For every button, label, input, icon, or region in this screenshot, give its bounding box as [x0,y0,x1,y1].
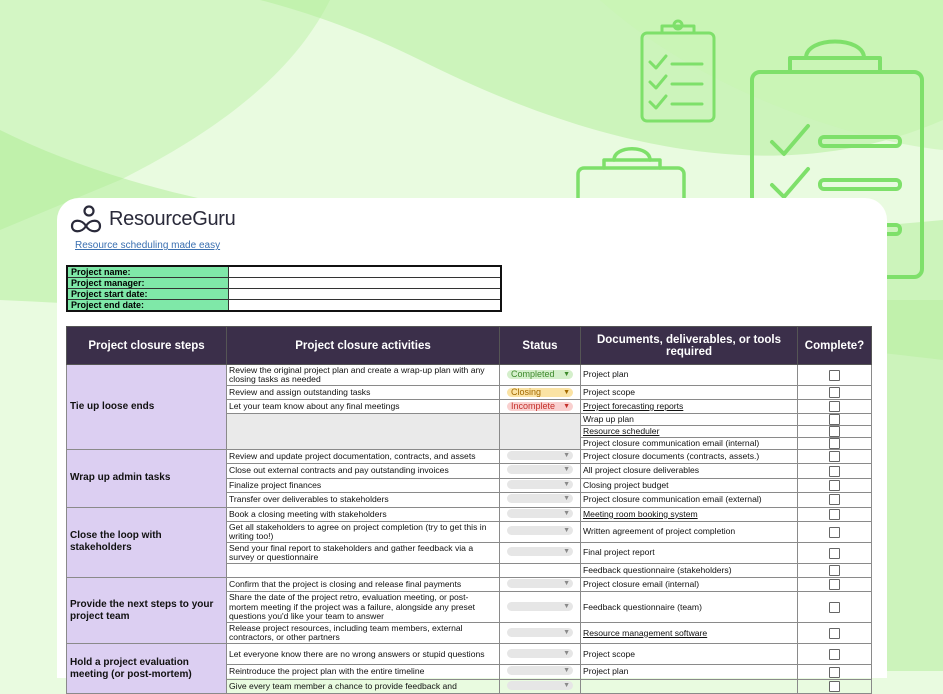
status-cell [500,543,581,564]
status-dropdown[interactable] [507,465,573,474]
project-info-table [66,265,502,312]
status-dropdown[interactable] [507,649,573,658]
chevron-down-icon: ▼ [563,371,570,379]
document-cell: Written agreement of project completion [581,522,798,543]
document-cell: Wrap up plan [581,414,798,426]
status-cell [500,623,581,644]
closure-step: Wrap up admin tasks [67,450,227,508]
info-label: Project manager: [67,278,229,289]
complete-cell [798,644,872,665]
header-documents: Documents, deliverables, or tools required [581,327,798,365]
closure-checklist-table [66,326,872,694]
complete-cell [798,623,872,644]
status-value: Completed [511,369,555,380]
complete-checkbox[interactable] [829,414,840,425]
status-dropdown[interactable] [507,388,573,397]
activity-cell: Reintroduce the project plan with the entire timeline [227,665,500,679]
table-row [67,450,872,464]
complete-checkbox[interactable] [829,628,840,639]
status-cell [500,578,581,592]
closure-step: Hold a project evaluation meeting (or post-mortem) [67,644,227,694]
status-dropdown[interactable] [507,402,573,411]
complete-cell [798,592,872,623]
chevron-down-icon: ▼ [563,509,570,517]
info-label: Project end date: [67,300,229,312]
resourceguru-logo-icon [69,204,103,234]
complete-cell [798,464,872,478]
document-cell: Closing project budget [581,478,798,492]
complete-cell [798,578,872,592]
document-link[interactable]: Resource management software [581,623,798,644]
status-cell [500,400,581,414]
status-dropdown[interactable] [507,451,573,460]
document-cell [581,679,798,693]
complete-checkbox[interactable] [829,494,840,505]
complete-cell [798,665,872,679]
brand-name: ResourceGuru [109,207,236,230]
activity-cell: Review and assign outstanding tasks [227,386,500,400]
complete-checkbox[interactable] [829,480,840,491]
status-dropdown[interactable] [507,666,573,675]
document-cell: Project plan [581,665,798,679]
status-dropdown[interactable] [507,579,573,588]
template-sheet [57,198,887,691]
activity-cell [227,564,500,578]
activity-cell: Transfer over deliverables to stakeholders [227,493,500,507]
complete-checkbox[interactable] [829,401,840,412]
chevron-down-icon: ▼ [563,649,570,657]
complete-cell [798,365,872,386]
status-dropdown[interactable] [507,602,573,611]
complete-cell [798,386,872,400]
complete-checkbox[interactable] [829,565,840,576]
chevron-down-icon: ▼ [563,681,570,689]
document-cell: Project closure email (internal) [581,578,798,592]
status-dropdown[interactable] [507,494,573,503]
complete-checkbox[interactable] [829,466,840,477]
info-row [67,266,501,278]
header-complete: Complete? [798,327,872,365]
table-row [67,644,872,665]
chevron-down-icon: ▼ [563,402,570,410]
activity-cell: Book a closing meeting with stakeholders [227,507,500,521]
closure-step: Tie up loose ends [67,365,227,450]
complete-cell [798,438,872,450]
chevron-down-icon: ▼ [563,495,570,503]
status-cell [500,365,581,386]
header-closure-activities: Project closure activities [227,327,500,365]
chevron-down-icon: ▼ [563,628,570,636]
status-cell [500,478,581,492]
info-value-field[interactable] [229,266,502,278]
status-cell [500,507,581,521]
complete-cell [798,414,872,426]
complete-checkbox[interactable] [829,426,840,437]
activity-cell: Let everyone know there are no wrong answers or stupid questions [227,644,500,665]
status-dropdown[interactable] [507,681,573,690]
complete-checkbox[interactable] [829,681,840,692]
closure-step: Provide the next steps to your project team [67,578,227,644]
status-cell [500,464,581,478]
complete-cell [798,450,872,464]
info-row [67,300,501,312]
info-row [67,278,501,289]
activity-cell: Get all stakeholders to agree on project completion (try to get this in writing too!) [227,522,500,543]
complete-cell [798,543,872,564]
document-link[interactable]: Project forecasting reports [581,400,798,414]
complete-checkbox[interactable] [829,649,840,660]
activity-cell: Share the date of the project retro, evaluation meeting, or post-mortem meeting if the project was a failure, alongside any preset questions you'd like your team to answer [227,592,500,623]
activity-cell: Confirm that the project is closing and release final payments [227,578,500,592]
chevron-down-icon: ▼ [563,527,570,535]
status-cell [500,644,581,665]
header-status: Status [500,327,581,365]
status-cell [500,414,581,450]
status-cell [500,592,581,623]
activity-cell: Give every team member a chance to provide feedback and [227,679,500,693]
document-cell: Final project report [581,543,798,564]
activity-cell: Review and update project documentation, contracts, and assets [227,450,500,464]
info-value-field[interactable] [229,278,502,289]
status-cell [500,450,581,464]
status-cell [500,386,581,400]
tagline-link[interactable]: Resource scheduling made easy [75,240,221,251]
info-label: Project name: [67,266,229,278]
chevron-down-icon: ▼ [563,480,570,488]
complete-cell [798,507,872,521]
complete-checkbox[interactable] [829,548,840,559]
info-value-field[interactable] [229,289,502,300]
complete-cell [798,400,872,414]
status-cell [500,665,581,679]
status-cell [500,522,581,543]
activity-cell: Release project resources, including team members, external contractors, or other partners [227,623,500,644]
activity-cell: Let your team know about any final meetings [227,400,500,414]
document-cell: Project scope [581,386,798,400]
document-link[interactable]: Meeting room booking system [581,507,798,521]
chevron-down-icon: ▼ [563,466,570,474]
complete-cell [798,564,872,578]
chevron-down-icon: ▼ [563,452,570,459]
table-row [67,507,872,521]
closure-step: Close the loop with stakeholders [67,507,227,577]
status-dropdown[interactable] [507,526,573,535]
activity-cell: Finalize project finances [227,478,500,492]
chevron-down-icon: ▼ [563,602,570,610]
activity-cell: Review the original project plan and create a wrap-up plan with any closing tasks as needed [227,365,500,386]
status-cell [500,679,581,693]
header-closure-steps: Project closure steps [67,327,227,365]
complete-checkbox[interactable] [829,438,840,449]
document-cell: Project closure documents (contracts, assets.) [581,450,798,464]
chevron-down-icon: ▼ [563,388,570,396]
document-cell: Project closure communication email (external) [581,493,798,507]
status-dropdown[interactable] [507,480,573,489]
table-row [67,365,872,386]
status-dropdown[interactable] [507,628,573,637]
table-header-row [67,327,872,365]
status-dropdown[interactable] [507,370,573,379]
complete-checkbox[interactable] [829,667,840,678]
chevron-down-icon: ▼ [563,580,570,588]
activity-cell [227,414,500,450]
chevron-down-icon: ▼ [563,667,570,675]
info-label: Project start date: [67,289,229,300]
document-link[interactable]: Resource scheduler [581,426,798,438]
activity-cell: Send your final report to stakeholders and gather feedback via a survey or questionnaire [227,543,500,564]
document-cell: All project closure deliverables [581,464,798,478]
complete-checkbox[interactable] [829,602,840,613]
complete-checkbox[interactable] [829,370,840,381]
activity-cell: Close out external contracts and pay outstanding invoices [227,464,500,478]
complete-cell [798,478,872,492]
complete-checkbox[interactable] [829,387,840,398]
complete-checkbox[interactable] [829,451,840,462]
brand-logo [69,204,235,234]
document-cell: Feedback questionnaire (stakeholders) [581,564,798,578]
table-row [67,578,872,592]
complete-checkbox[interactable] [829,527,840,538]
info-value-field[interactable] [229,300,502,312]
info-row [67,289,501,300]
status-value: Incomplete [511,400,556,411]
status-dropdown[interactable] [507,509,573,518]
status-cell [500,564,581,578]
complete-cell [798,426,872,438]
complete-cell [798,493,872,507]
document-cell: Project scope [581,644,798,665]
document-cell: Project closure communication email (internal) [581,438,798,450]
complete-checkbox[interactable] [829,509,840,520]
status-dropdown[interactable] [507,547,573,556]
complete-cell [798,679,872,693]
status-value: Closing [511,386,542,397]
document-cell: Feedback questionnaire (team) [581,592,798,623]
document-cell: Project plan [581,365,798,386]
chevron-down-icon: ▼ [563,548,570,556]
status-cell [500,493,581,507]
complete-checkbox[interactable] [829,579,840,590]
complete-cell [798,522,872,543]
